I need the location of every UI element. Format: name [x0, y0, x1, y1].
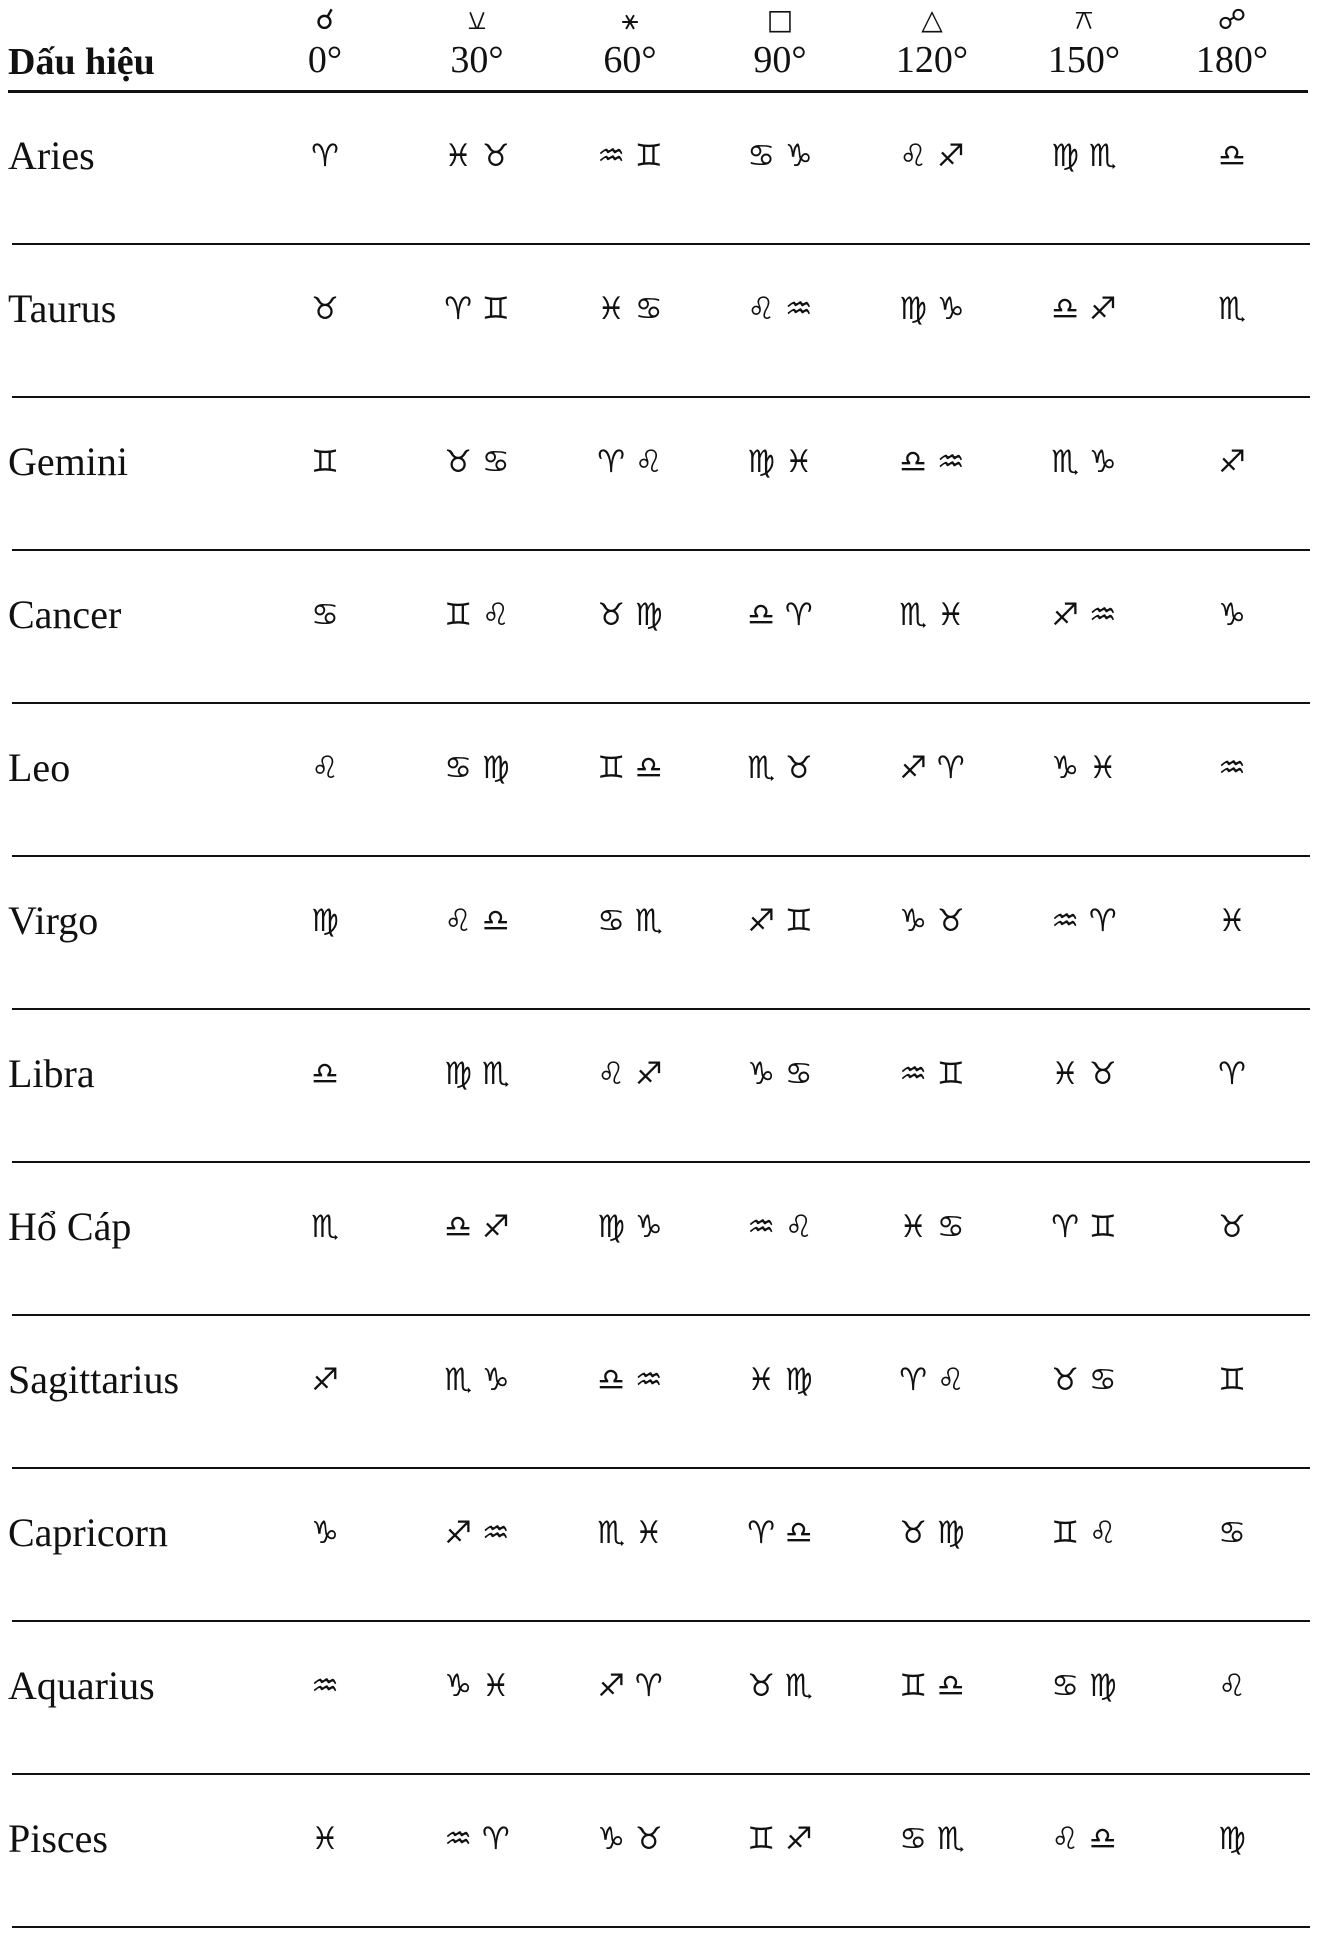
aspect-cell: ♈	[311, 138, 339, 174]
aspect-cell: ♓ ♋	[899, 1209, 965, 1245]
aspect-cell: ♌	[1218, 1668, 1246, 1704]
aspect-cell: ♌ ♎	[444, 903, 510, 939]
aspect-degree: 30°	[450, 39, 504, 81]
sign-name: Gemini	[8, 439, 128, 484]
aspect-header-semisextile	[402, 2, 552, 82]
aspect-header-opposition	[1157, 2, 1307, 82]
opposition-icon: ☍	[1217, 3, 1247, 36]
sign-name: Pisces	[8, 1816, 108, 1861]
aspect-cell: ♒ ♌	[747, 1209, 813, 1245]
aspect-cell: ♑ ♉	[899, 903, 965, 939]
sign-name: Capricorn	[8, 1510, 168, 1555]
aspect-cell: ♑ ♉	[597, 1821, 663, 1857]
aspect-cell: ♊	[1218, 1362, 1246, 1398]
aspect-cell: ♏	[311, 1209, 339, 1245]
aspect-cell: ♒	[1218, 750, 1246, 786]
aspect-cell: ♐	[1218, 444, 1246, 480]
aspect-header-trine	[857, 2, 1007, 82]
aspect-cell: ♊ ♎	[899, 1668, 965, 1704]
semisextile-icon: ⚺	[467, 3, 487, 36]
aspect-cell: ♓ ♋	[597, 291, 663, 327]
aspect-cell: ♋ ♍	[1051, 1668, 1117, 1704]
aspect-cell: ♒ ♈	[1051, 903, 1117, 939]
table-row	[0, 1469, 1328, 1622]
aspect-cell: ♎ ♒	[899, 444, 965, 480]
table-header	[0, 0, 1328, 92]
aspect-cell: ♋	[1218, 1515, 1246, 1551]
aspect-cell: ♈ ♌	[899, 1362, 965, 1398]
aspect-cell: ♍ ♓	[747, 444, 813, 480]
aspect-cell: ♈ ♎	[747, 1515, 813, 1551]
aspect-cell: ♓	[1218, 903, 1246, 939]
aspect-cell: ♎	[1218, 138, 1246, 174]
aspect-cell: ♍ ♏	[444, 1056, 510, 1092]
sextile-icon: ⚹	[621, 3, 639, 36]
aspect-cell: ♍ ♏	[1051, 138, 1117, 174]
conjunction-icon: ☌	[315, 3, 335, 36]
aspect-degree: 90°	[753, 39, 807, 81]
aspect-cell: ♉	[311, 291, 339, 327]
aspect-cell: ♓ ♉	[444, 138, 510, 174]
aspect-cell: ♐ ♈	[899, 750, 965, 786]
table-row	[0, 1775, 1328, 1928]
sign-name: Virgo	[8, 898, 99, 943]
sign-name: Sagittarius	[8, 1357, 180, 1402]
aspect-cell: ♎ ♐	[444, 1209, 510, 1245]
aspect-degree: 150°	[1047, 39, 1121, 81]
aspect-cell: ♐ ♈	[597, 1668, 663, 1704]
aspect-cell: ♌ ♒	[747, 291, 813, 327]
aspect-cell: ♋	[311, 597, 339, 633]
aspect-cell: ♏ ♓	[899, 597, 965, 633]
aspect-cell: ♋ ♏	[597, 903, 663, 939]
aspect-cell: ♌ ♐	[899, 138, 965, 174]
aspect-cell: ♓ ♍	[747, 1362, 813, 1398]
aspect-cell: ♈ ♌	[597, 444, 663, 480]
aspect-cell: ♍ ♑	[597, 1209, 663, 1245]
aspect-cell: ♉ ♋	[1051, 1362, 1117, 1398]
aspect-cell: ♏	[1218, 291, 1246, 327]
aspect-cell: ♒ ♊	[597, 138, 663, 174]
aspect-cell: ♓	[311, 1821, 339, 1857]
aspect-cell: ♓ ♉	[1051, 1056, 1117, 1092]
aspect-cell: ♌	[311, 750, 339, 786]
aspect-cell: ♌ ♐	[597, 1056, 663, 1092]
aspect-cell: ♑ ♓	[1051, 750, 1117, 786]
aspect-cell: ♈	[1218, 1056, 1246, 1092]
aspect-cell: ♎ ♒	[597, 1362, 663, 1398]
sign-name: Taurus	[8, 286, 117, 331]
aspect-cell: ♊ ♌	[444, 597, 510, 633]
aspect-header-square	[705, 2, 855, 82]
aspect-degree: 0°	[307, 39, 343, 81]
sign-name: Cancer	[8, 592, 122, 637]
aspect-cell: ♎ ♈	[747, 597, 813, 633]
aspect-cell: ♏ ♉	[747, 750, 813, 786]
table-body	[0, 92, 1328, 1928]
sign-name: Libra	[8, 1051, 95, 1096]
aspect-cell: ♈ ♊	[1051, 1209, 1117, 1245]
aspect-cell: ♍ ♑	[899, 291, 965, 327]
sign-column-header: Dấu hiệu	[8, 41, 155, 83]
aspect-cell: ♏ ♓	[597, 1515, 663, 1551]
aspect-cell: ♉ ♋	[444, 444, 510, 480]
aspect-cell: ♌ ♎	[1051, 1821, 1117, 1857]
aspect-cell: ♉	[1218, 1209, 1246, 1245]
table-row	[0, 551, 1328, 704]
table-row	[0, 1316, 1328, 1469]
sign-name: Aquarius	[8, 1663, 155, 1708]
aspect-cell: ♐ ♒	[444, 1515, 510, 1551]
aspect-cell: ♒ ♈	[444, 1821, 510, 1857]
aspect-cell: ♈ ♊	[444, 291, 510, 327]
aspect-cell: ♋ ♏	[899, 1821, 965, 1857]
aspect-cell: ♐	[311, 1362, 339, 1398]
trine-icon: △	[921, 3, 943, 36]
table-row	[0, 92, 1328, 245]
aspect-cell: ♍	[311, 903, 339, 939]
aspect-cell: ♐ ♒	[1051, 597, 1117, 633]
table-row	[0, 857, 1328, 1010]
aspect-degree: 60°	[603, 39, 657, 81]
quincunx-icon: ⚻	[1074, 3, 1094, 36]
aspect-cell: ♒	[311, 1668, 339, 1704]
aspect-cell: ♊ ♌	[1051, 1515, 1117, 1551]
aspect-cell: ♑	[311, 1515, 339, 1551]
sign-name: Aries	[8, 133, 95, 178]
aspect-cell: ♋ ♑	[747, 138, 813, 174]
aspect-cell: ♏ ♑	[1051, 444, 1117, 480]
square-icon: □	[766, 3, 794, 36]
sign-name: Hổ Cáp	[8, 1204, 132, 1249]
table-row	[0, 1163, 1328, 1316]
aspect-cell: ♏ ♑	[444, 1362, 510, 1398]
aspect-cell: ♒ ♊	[899, 1056, 965, 1092]
table-row	[0, 1010, 1328, 1163]
aspect-cell: ♋ ♍	[444, 750, 510, 786]
table-row	[0, 1622, 1328, 1775]
aspect-cell: ♉ ♏	[747, 1668, 813, 1704]
aspect-cell: ♊	[311, 444, 339, 480]
aspect-cell: ♍	[1218, 1821, 1246, 1857]
aspect-cell: ♊ ♎	[597, 750, 663, 786]
aspect-cell: ♐ ♊	[747, 903, 813, 939]
aspect-cell: ♉ ♍	[899, 1515, 965, 1551]
table-row	[0, 245, 1328, 398]
aspect-cell: ♎	[311, 1056, 339, 1092]
aspect-cell: ♎ ♐	[1051, 291, 1117, 327]
aspect-cell: ♊ ♐	[747, 1821, 813, 1857]
aspect-cell: ♑ ♓	[444, 1668, 510, 1704]
table-row	[0, 398, 1328, 551]
sign-name: Leo	[8, 745, 71, 790]
aspect-degree: 120°	[895, 39, 969, 81]
aspect-header-sextile	[555, 2, 705, 82]
table-row	[0, 704, 1328, 857]
aspect-header-quincunx	[1009, 2, 1159, 82]
aspect-degree: 180°	[1195, 39, 1269, 81]
aspect-cell: ♉ ♍	[597, 597, 663, 633]
aspect-cell: ♑ ♋	[747, 1056, 813, 1092]
aspect-cell: ♑	[1218, 597, 1246, 633]
aspect-header-conjunction	[250, 2, 400, 82]
